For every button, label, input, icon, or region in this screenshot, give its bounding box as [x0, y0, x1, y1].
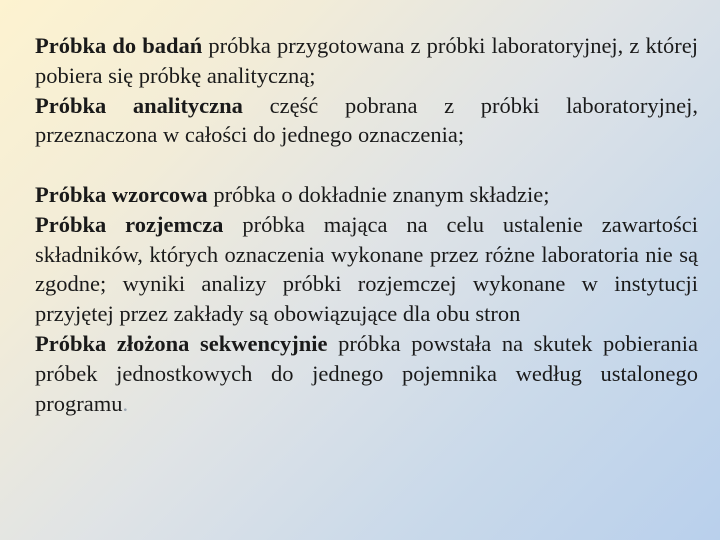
term-label: Próbka złożona sekwencyjnie [35, 330, 328, 356]
slide-body [35, 31, 698, 418]
definition-sequential-composite-sample [35, 329, 698, 418]
term-label: Próbka wzorcowa [35, 181, 208, 207]
definition-sample-for-testing [35, 31, 698, 91]
definition-reference-sample [35, 180, 698, 210]
trailing-period: . [122, 390, 129, 416]
paragraph-spacer [35, 150, 698, 180]
definition-text: próbka mająca na celu ustalenie zawartości składników, których oznaczenia wykonane przez różne laboratoria nie są zgodne; wyniki analizy próbki rozjemczej wykonane w instytucji przyjętej przez zakłady są obowiązujące dla obu stron [35, 211, 698, 327]
definition-analytical-sample [35, 91, 698, 151]
definition-text: część pobrana z próbki laboratoryjnej, przeznaczona w całości do jednego oznaczenia; [35, 92, 698, 148]
term-label: Próbka rozjemcza [35, 211, 224, 237]
term-label: Próbka do badań [35, 33, 203, 58]
term-label: Próbka analityczna [35, 92, 243, 118]
definition-text: próbka powstała na skutek pobierania próbek jednostkowych do jednego pojemnika według ustalonego programu [35, 330, 698, 416]
definition-arbitration-sample [35, 210, 698, 329]
definition-text: próbka przygotowana z próbki laboratoryjnej, z której pobiera się próbkę analityczną; [35, 33, 698, 88]
definition-text: próbka o dokładnie znanym składzie; [213, 181, 550, 207]
